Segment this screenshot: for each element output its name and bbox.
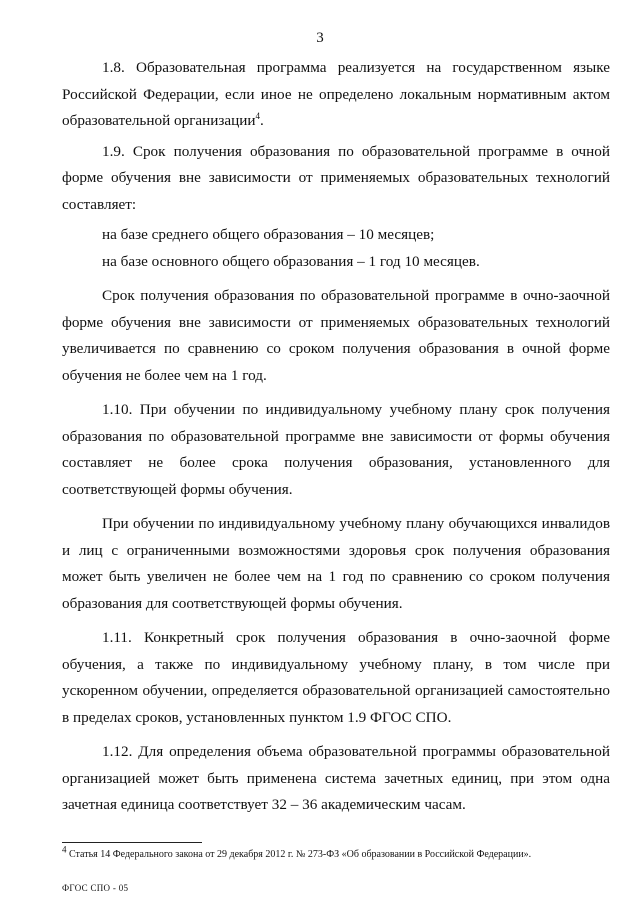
page-number: 3 xyxy=(316,30,324,46)
paragraph-1-9: 1.9. Срок получения образования по образовательной программе в очной форме обучения вне зависимости от применяемых образовательных технологий составляет: xyxy=(62,142,610,213)
footnote-ref: 4 xyxy=(255,110,261,121)
paragraph-1-8 xyxy=(62,55,610,135)
paragraph-text: 1.8. Образовательная программа реализуется на государственном языке Российской Федерации, если иное не определено локальным нормативным актом образовательной организации xyxy=(62,59,610,129)
paragraph-1-9-basic: на базе основного общего образования – 1 год 10 месяцев. xyxy=(102,252,480,270)
paragraph-tail: . xyxy=(260,112,264,129)
paragraph-1-9-secondary: на базе среднего общего образования – 10 месяцев; xyxy=(102,226,435,243)
paragraph-1-12: 1.12. Для определения объема образовательной программы образовательной организацией может быть применена система зачетных единиц, при этом одна зачетная единица соответствует 32 – 36 академическим часам. xyxy=(62,743,610,813)
footnote-divider xyxy=(62,842,202,843)
paragraph-1-10: 1.10. При обучении по индивидуальному учебному плану срок получения образования по образовательной программе вне зависимости от формы обучения составляет не более срока получения образования, установленного для соответствующей формы обучения. xyxy=(62,401,610,498)
paragraph-1-10-disabled: При обучении по индивидуальному учебному плану обучающихся инвалидов и лиц с ограниченными возможностями здоровья срок получения образования может быть увеличен не более чем на 1 год по сравнению со сроком получения образования для соответствующей формы обучения. xyxy=(62,515,610,612)
footnote xyxy=(62,844,622,861)
footer-code: ФГОС СПО - 05 xyxy=(62,883,129,893)
paragraph-1-9-part-time: Срок получения образования по образовательной программе в очно-заочной форме обучения вне зависимости от применяемых образовательных технологий увеличивается по сравнению со сроком получения образования в очной форме обучения не более чем на 1 год. xyxy=(62,287,610,384)
footnote-marker: 4 xyxy=(62,844,67,855)
document-body xyxy=(62,55,610,823)
footnote-text: Статья 14 Федерального закона от 29 декабря 2012 г. № 273-ФЗ «Об образовании в Российской Федерации». xyxy=(66,849,532,860)
paragraph-1-11: 1.11. Конкретный срок получения образования в очно-заочной форме обучения, а также по индивидуальному учебному плану, в том числе при ускоренном обучении, определяется образовательной организацией самостоятельно в пределах сроков, установленных пунктом 1.9 ФГОС СПО. xyxy=(62,629,610,726)
